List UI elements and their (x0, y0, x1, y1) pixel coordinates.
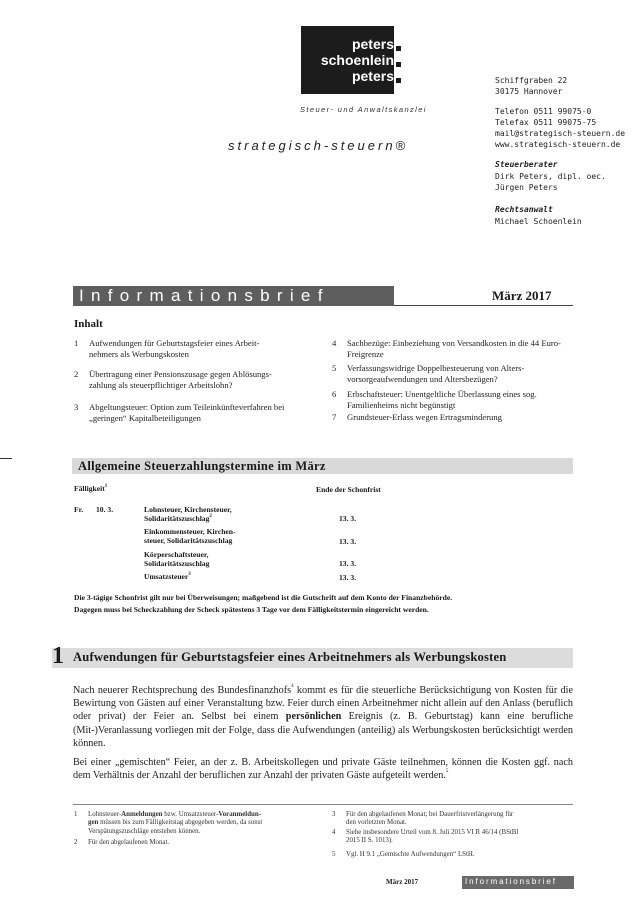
footnote-ref: 1 (104, 484, 108, 489)
grace-date: 13. 3. (339, 537, 357, 546)
paragraph-text: Bei einer „gemischten“ Feier, an der z. B. Arbeitskollegen und private Gäste teilnehmen, können die Kosten ggf. nach dem Verhältnis der Anzahl der beruflichen zur Anzahl der privaten Gäste aufgeteilt werden. (73, 757, 573, 782)
toc-number: 7 (332, 412, 337, 422)
footnote-emphasis: Anmeldungen (121, 811, 163, 818)
website-link[interactable]: www.strategisch-steuern.de (495, 140, 621, 149)
footnote-ref: 5 (445, 769, 449, 775)
footnote-text: Siehe insbesondere Urteil vom 8. Juli 2015 VI R 46/14 (BStBl (346, 829, 519, 836)
tax-row (144, 505, 232, 523)
logo-dot (396, 46, 401, 51)
lawyer-name: Michael Schoenlein (495, 217, 582, 226)
footer-title: Informationsbrief (465, 877, 557, 886)
footnote-rule (73, 804, 573, 805)
logo (301, 26, 394, 94)
toc-number: 3 (74, 402, 79, 412)
address-city: 30175 Hannover (495, 87, 563, 96)
grace-column-header: Ende der Schonfrist (316, 485, 381, 494)
document-title: Informationsbrief (79, 286, 330, 305)
toc-text: Verfassungswidrige Doppelbesteuerung von Alters- vorsorgeaufwendungen und Altersbezügen? (347, 363, 525, 384)
paragraph-text: Nach neuerer Rechtsprechung des Bundesfinanzhofs (73, 685, 292, 696)
tax-dates-title: Allgemeine Steuerzahlungstermine im März (78, 459, 326, 473)
toc-item[interactable] (74, 338, 304, 360)
footnote-text: Für den abgelaufenen Monat; bei Dauerfristverlängerung für (346, 811, 514, 818)
paragraph (73, 684, 573, 750)
footnote-text: den vorletzten Monat. (346, 819, 407, 827)
tax-advisor-name: Jürgen Peters (495, 183, 558, 192)
toc-text: Aufwendungen für Geburtstagsfeier eines Arbeit- nehmers als Werbungskosten (89, 338, 268, 359)
footnote-emphasis: gen (88, 819, 99, 827)
tax-type: Solidaritätszuschlag (144, 514, 210, 523)
logo-line-2: schoenlein (320, 52, 394, 68)
emphasis: persönlichen (285, 711, 342, 723)
toc-text: Grundsteuer-Erlass wegen Ertragsminderung (347, 412, 502, 422)
toc-number: 4 (332, 338, 337, 348)
toc-number: 2 (74, 369, 79, 379)
footnote-emphasis: Voranmeldun- (218, 811, 262, 818)
banner-rule (394, 305, 573, 306)
address-fax: Telefax 0511 99075-75 (495, 118, 597, 127)
footnote (332, 851, 574, 861)
logo-tagline: Steuer- und Anwaltskanzlei (300, 105, 427, 114)
footnote-number: 1 (74, 811, 78, 818)
grace-date: 13. 3. (339, 514, 357, 523)
margin-mark (0, 458, 12, 459)
due-header-text: Fälligkeit (74, 484, 105, 493)
tax-type: Einkommensteuer, Kirchen- (144, 527, 236, 536)
footnote (332, 829, 574, 849)
tax-advisor-name: Dirk Peters, dipl. oec. (495, 172, 606, 181)
toc-number: 5 (332, 363, 337, 373)
footnote-ref: 2 (209, 514, 212, 519)
toc-item[interactable] (332, 363, 572, 385)
logo-dot (396, 78, 401, 83)
due-day: Fr. (74, 505, 84, 514)
email-link[interactable]: mail@strategisch-steuern.de (495, 129, 626, 138)
toc-item[interactable] (332, 338, 572, 360)
footnote-number: 5 (332, 851, 336, 858)
tax-advisor-heading: Steuerberater (495, 160, 558, 169)
logo-line-1: peters (351, 36, 394, 52)
toc-number: 1 (74, 338, 79, 348)
tax-type: Umsatzsteuer (144, 572, 189, 581)
toc-item[interactable] (74, 402, 304, 424)
tax-type: Lohnsteuer, Kirchensteuer, (144, 505, 232, 514)
section-title: Aufwendungen für Geburtstagsfeier eines Arbeitnehmers als Werbungskosten (73, 650, 507, 664)
issue-date: März 2017 (492, 288, 552, 303)
paragraph (73, 756, 573, 782)
toc-item[interactable] (332, 389, 572, 411)
tax-row (144, 527, 236, 545)
footnote-text: Verspätungszuschläge entstehen können. (88, 827, 201, 835)
toc-text: Erbschaftsteuer: Unentgeltliche Überlassung eines sog. Familienheims nicht begünstigt (347, 389, 537, 410)
toc-text: Übertragung einer Pensionszusage gegen Ablösungs- zahlung als steuerpflichtiger Arbeitslohn? (89, 369, 272, 390)
footnote-text: Vgl. H 9.1 „Gemischte Aufwendungen“ LStH. (346, 851, 475, 858)
toc-text: Abgeltungsteuer: Option zum Teileinkünfteverfahren bei „geringen“ Kapitalbeteiligungen (89, 402, 285, 423)
tax-row (144, 550, 209, 568)
footer-date: März 2017 (386, 878, 419, 886)
footnote-text: bzw. Umsatzsteuer- (162, 811, 219, 818)
section-number: 1 (52, 643, 64, 669)
grace-note: Die 3-tägige Schonfrist gilt nur bei Überweisungen; maßgebend ist die Gutschrift auf dem Konto der Finanzbehörde. (74, 593, 453, 602)
toc-heading: Inhalt (74, 318, 103, 330)
footnote-text: müssen bis zum Fälligkeitstag abgegeben werden, da sonst (98, 819, 263, 827)
address-street: Schiffgraben 22 (495, 76, 568, 85)
footnote-text: Lohnsteuer- (88, 811, 122, 818)
logo-line-3: peters (351, 68, 394, 84)
footnote-number: 2 (74, 839, 78, 846)
grace-date: 13. 3. (339, 559, 357, 568)
slogan: strategisch-steuern® (228, 138, 409, 153)
footnote-text: 2015 II S. 1013). (346, 837, 393, 845)
footnote-ref: 4 (291, 684, 294, 689)
toc-item[interactable] (332, 412, 572, 424)
footnote (74, 839, 334, 849)
logo-dot (396, 62, 401, 67)
paragraph-text: Ereignis (z. B. Geburtstag) kann eine berufliche (Mit-)Veranlassung vorliegen mit der Folge, dass die Aufwendungen (anteilig) als Werbungskosten berücksichtigt werden können. (73, 711, 573, 749)
footnote (332, 811, 574, 831)
toc-number: 6 (332, 389, 337, 399)
lawyer-heading: Rechtsanwalt (495, 205, 553, 214)
paragraph-text: kommt es für die steuerliche Berücksichtigung von Kosten für die Bewirtung von Gästen auf einer Veranstaltung bzw. Feier durch einen Arbeitnehmer nicht allein auf den Anlass (beruflich oder privat) der Feier an. Selbst bei einem (73, 685, 573, 723)
grace-date: 13. 3. (339, 573, 357, 582)
tax-row (144, 572, 191, 581)
tax-type: Solidaritätszuschlag (144, 559, 210, 568)
footnote-ref: 3 (188, 572, 191, 577)
tax-type: steuer, Solidaritätszuschlag (144, 536, 233, 545)
toc-item[interactable] (74, 369, 304, 391)
due-column-header (74, 484, 107, 493)
footnote-number: 3 (332, 811, 336, 818)
footnote (74, 811, 334, 841)
toc-text: Sachbezüge: Einbeziehung von Versandkosten in die 44 Euro-Freigrenze (347, 338, 561, 359)
grace-note: Dagegen muss bei Scheckzahlung der Scheck spätestens 3 Tage vor dem Fälligkeitstermin eingereicht werden. (74, 605, 429, 614)
due-date: 10. 3. (96, 505, 114, 514)
address-phone: Telefon 0511 99075-0 (495, 107, 592, 116)
footnote-text: Für den abgelaufenen Monat. (88, 839, 170, 846)
footnote-number: 4 (332, 829, 336, 836)
tax-type: Körperschaftsteuer, (144, 550, 209, 559)
